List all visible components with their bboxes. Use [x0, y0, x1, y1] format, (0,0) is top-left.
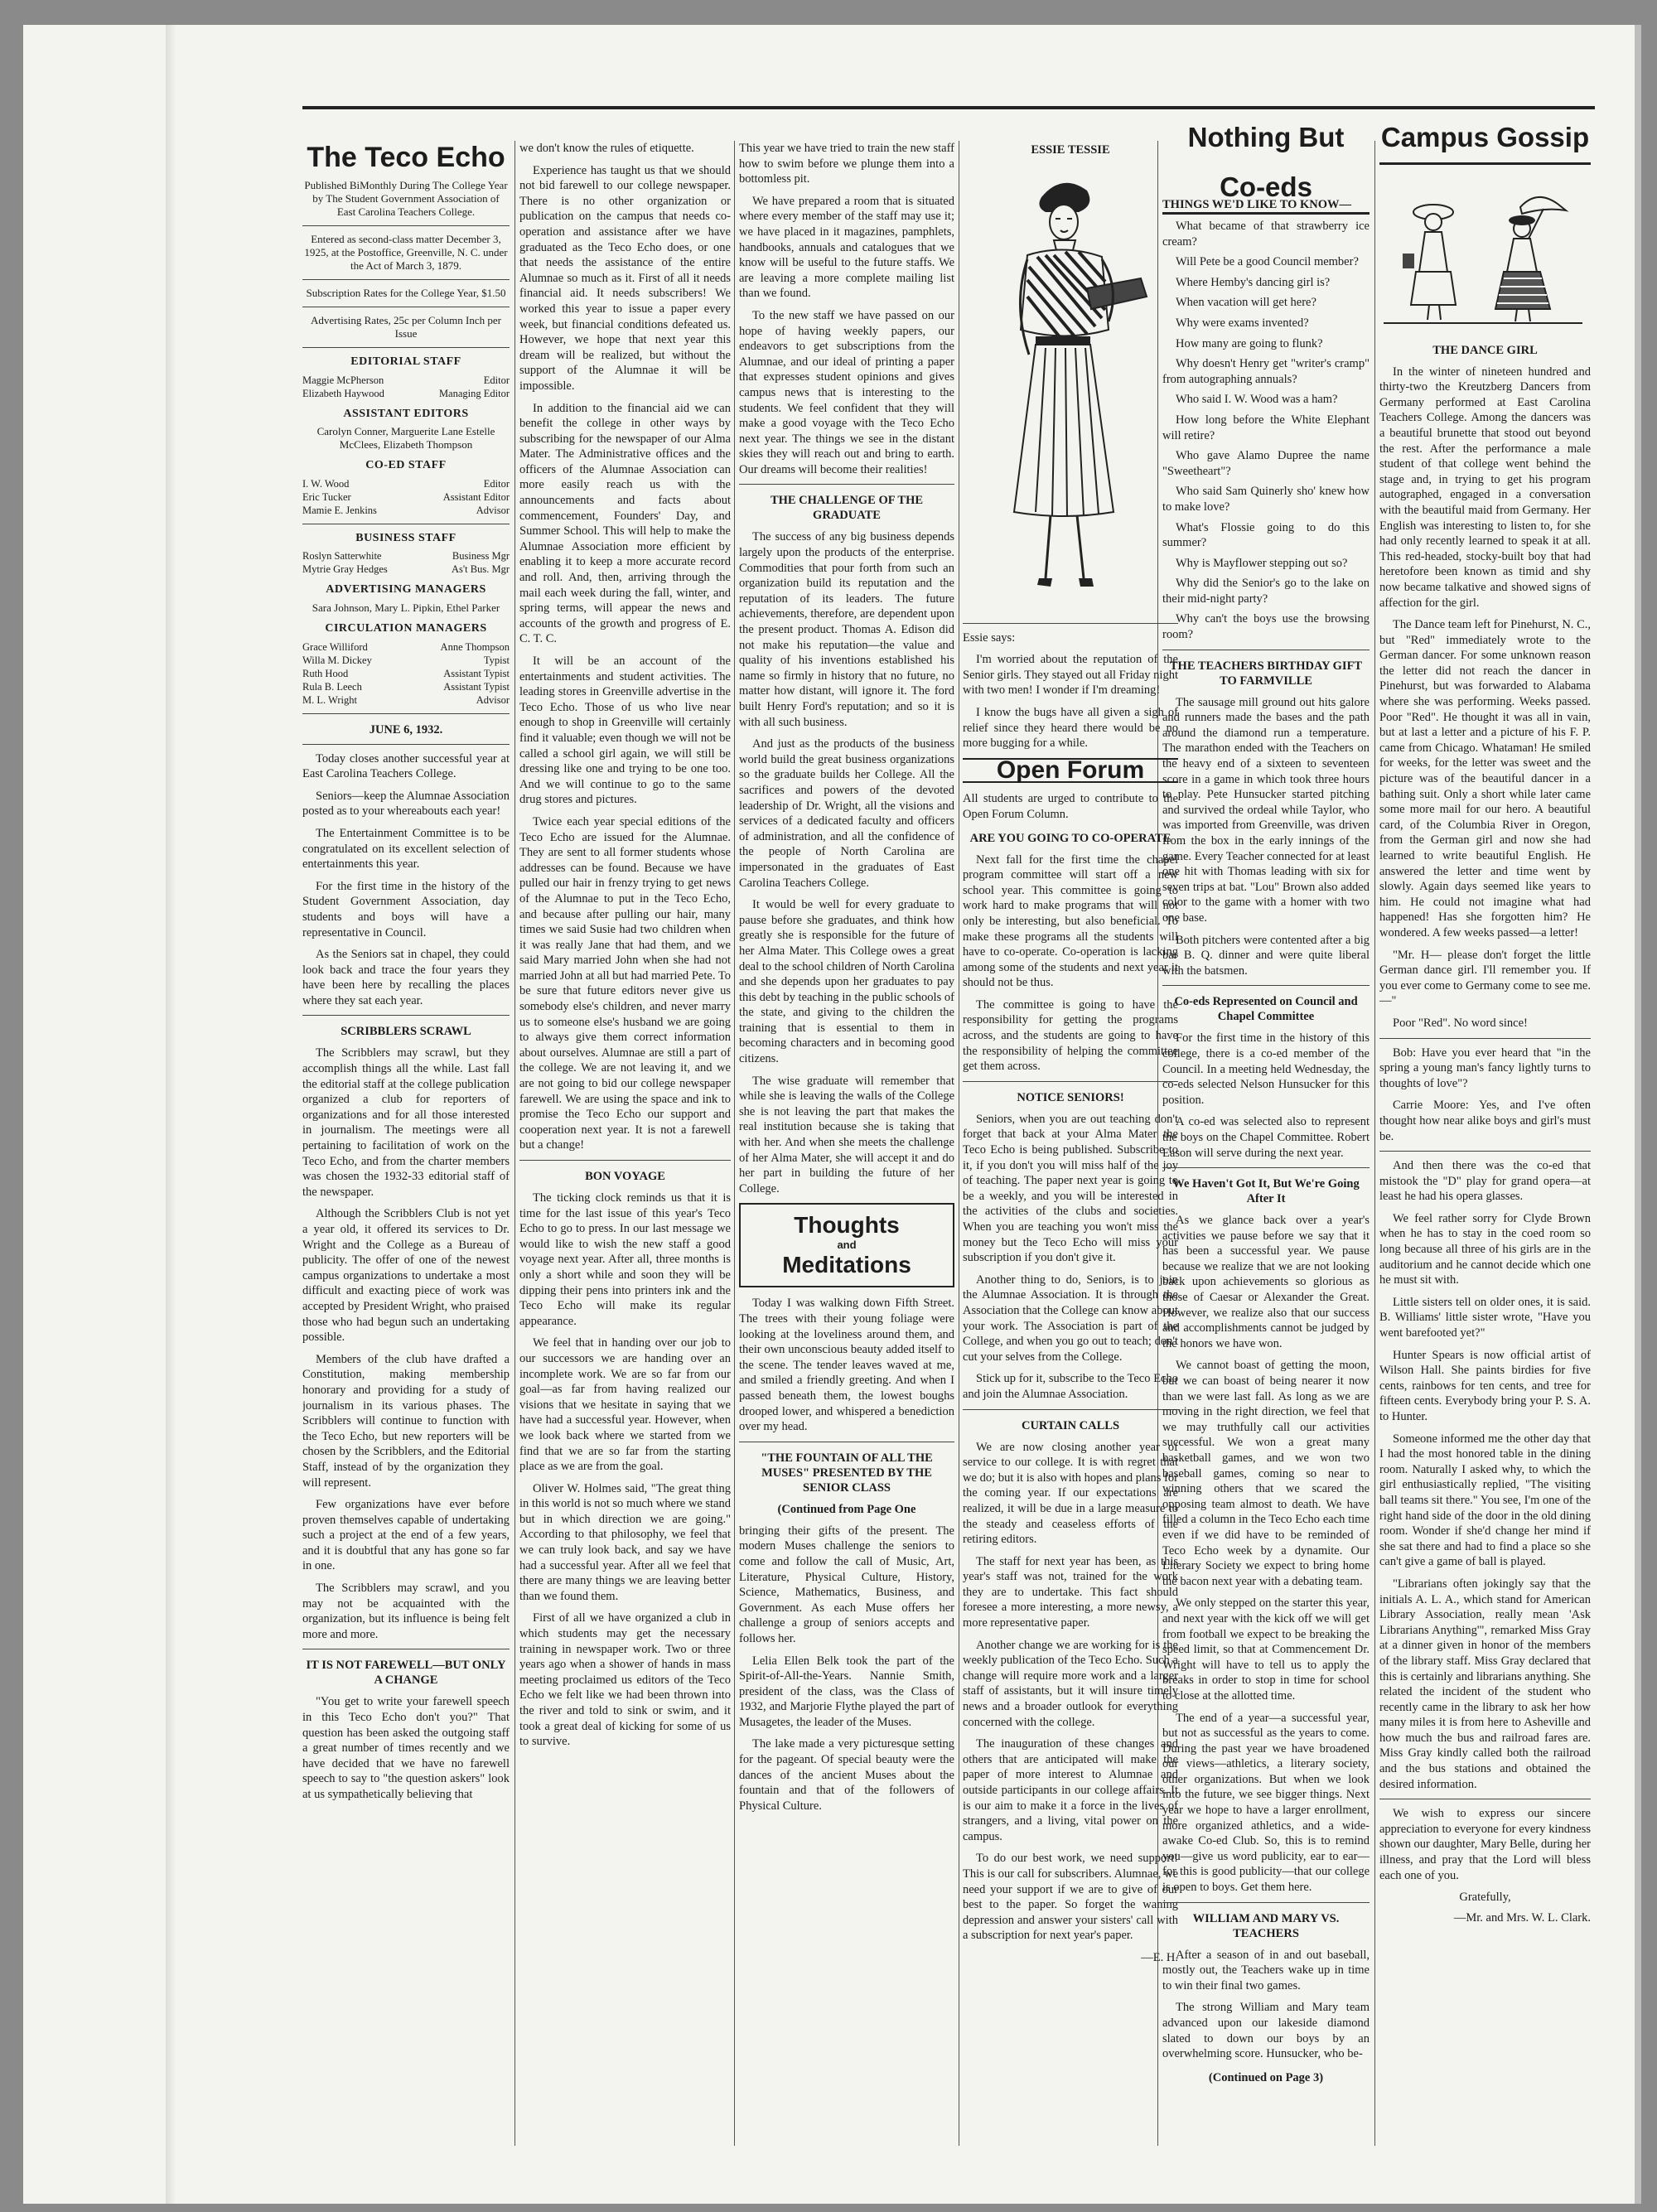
page-fold [166, 25, 176, 2204]
column-rule [1374, 141, 1375, 2146]
column-5 [1162, 189, 1370, 2152]
coed-staff-heading: CO-ED STAFF [365, 459, 447, 472]
meditations-title: Meditations [782, 1252, 911, 1278]
headline-scribblers-scrawl: SCRIBBLERS SCRAWL [341, 1025, 471, 1039]
headline-notice-seniors: NOTICE SENIORS! [1017, 1090, 1124, 1104]
list-item: Why can't the boys use the browsing room? [1162, 612, 1370, 642]
paragraph: The end of a year—a successful year, but not as successful as the years to come. During the past year we have broadened our views—athletics, a literary society, other organizations. But when we look into the future, we see bigger things. Next year we hope to have a larger enrollment, more organized athletics, and a wide-awake Co-ed Club. So, this is to remind you—give us word publicity, ear to ear—for this is good publicity—that our college is open to boys. Get them here. [1162, 1711, 1370, 1895]
paragraph: After a season of in and out baseball, mostly out, the Teachers wake up in time to win their final two games. [1162, 1948, 1370, 1992]
banner-coeds: Nothing But Co-eds [1162, 113, 1370, 215]
paragraph: The wise graduate will remember that while she is leaving the walls of the College she is not leaving the part that makes the real institution because she is taking that with her. And when she meets the challenge of her Alma Mater, she will accept it and do her part in building the future of her College. [739, 1074, 954, 1195]
staff-line: I. W. Wood Editor [302, 477, 510, 490]
gossip-illustration [1379, 189, 1591, 335]
paragraph: And just as the products of the business world build the great business organizations so the graduate builds her College. All the sacrifices and powers of the devoted leadership of Dr. Wright, all the visions and services of a dedicated faculty and officers of administration, and all the confidence of the people of North Carolina are impersonated in the graduates of East Carolina Teachers College. [739, 737, 954, 890]
column-2 [519, 141, 731, 2146]
staff-line: Elizabeth Haywood Managing Editor [302, 387, 510, 399]
list-item: How many are going to flunk? [1176, 336, 1323, 350]
paragraph: As we glance back over a year's activities we pause before we say that it has been a successful year. We pause because we realize that we are not looking back upon achievements so glorious as those of Caesar or Alexander the Great. However, we realize also that our success and accomplishments cannot be judged by the honors we have won. [1162, 1214, 1370, 1350]
paragraph: A co-ed was selected also to represent the boys on the Chapel Committee. Robert Eason will serve during the next year. [1162, 1115, 1370, 1160]
paragraph: As the Seniors sat in chapel, they could look back and trace the four years they have been here by recalling the places where they sat each year. [302, 948, 510, 1007]
headline-not-farewell: IT IS NOT FAREWELL—BUT ONLY A CHANGE [306, 1659, 506, 1688]
column-6 [1379, 189, 1591, 2152]
paragraph: We cannot boast of getting the moon, but we can boast of being nearer it now than we were last fall. As long as we are moving in the right direction, we feel that we may truthfully call our activities successful. We won a great many basketball games, and we won two baseball games, coming so near to winning others that we scared the opposing team almost to death. We have filled a column in the Teco Echo each time even if we did have to be reminded of Teco Echo week by a dynamite. Our Literary Society we expect to bring home the bacon next year with a debating team. [1162, 1359, 1370, 1588]
staff-line: Willa M. Dickey Typist [302, 654, 510, 666]
paragraph: For the first time in the history of this college, there is a co-ed member of the Council. In a meeting held Wednesday, the co-eds selected Nelson Hunsucker for this position. [1162, 1031, 1370, 1107]
column-rule [734, 141, 735, 2146]
headline-william-mary: WILLIAM AND MARY VS. TEACHERS [1192, 1911, 1340, 1940]
list-item: What became of that strawberry ice cream? [1162, 220, 1370, 249]
column-3 [739, 141, 954, 2146]
list-item: Where Hemby's dancing girl is? [1176, 275, 1331, 289]
staff-line: Maggie McPherson Editor [302, 374, 510, 386]
paragraph: The Dance team left for Pinehurst, N. C., but "Red" immediately wrote to the German dancer. For some unknown reason the letter did not reach the dancer in Pinehurst, but was forwarded to Alabama where she was performing. Weeks passed. Poor "Red". He thought it was all in vain, but at last a letter and a picture of his F. P. came from Chicago. Whataman! He smiled for weeks, for the letter was sweet and the picture was of the beautiful dancer in a bathing suit. Only a short while later came some more mail for our hero. A beautiful card, of the Columbia River in Oregon, from the German girl and now she had learned to write beautiful English. He answered the letter and time went by slowly. Again days seemed like years to him. He could not imagine what had happened! Has she forgotten him? He wondered. A few weeks passed—a letter! [1379, 618, 1591, 939]
headline-birthday-gift: THE TEACHERS BIRTHDAY GIFT TO FARMVILLE [1169, 659, 1363, 688]
column-1 [302, 141, 510, 2146]
advertising-managers: Sara Johnson, Mary L. Pipkin, Ethel Parker [312, 601, 500, 614]
forum-intro: All students are urged to contribute to the Open Forum Column. [963, 792, 1178, 821]
paragraph: "You get to write your farewell speech in this Teco Echo don't you?" That question has been asked the outgoing staff a great number of times recently and we have decided that we have no farewell speech to say to "the question askers" look at us sympathetically believing that [302, 1695, 510, 1801]
column-4 [963, 141, 1178, 2146]
staff-line: M. L. Wright Advisor [302, 693, 510, 706]
paragraph: Although the Scribblers Club is not yet a year old, it offered its services to Dr. Wright and the College as a Bureau of publicity. The offer of one of the newest campus organizations to undertake a most difficult and exacting piece of work was accepted by President Wright, who praised those who had begun such an undertaking possible. [302, 1207, 510, 1345]
top-rule [302, 106, 1595, 109]
staff-line: Roslyn Satterwhite Business Mgr [302, 550, 510, 563]
paragraph: In addition to the financial aid we can benefit the college in other ways by subscribing for the newspaper of our Alma Mater. The Administrative offices and the officers of the Alumnae Association can more easily reach us with the announcements and facts about commencement, Founders' Day, and Summer School. This will help to make the Alumnae Association more efficient by enabling it to keep a more accurate record and roll. And, then, arriving through the mail each week during the fall, winter, and spring terms, will appear the news and accounts of the growth and progress of E. C. T. C. [519, 401, 731, 646]
staff-line: Rula B. Leech Assistant Typist [302, 680, 510, 693]
headline-curtain-calls: CURTAIN CALLS [1021, 1418, 1120, 1432]
paragraph: We wish to express our sincere appreciation to everyone for every kindness shown our daughter, Mary Belle, during her illness, and pray that the Lord will bless each one of you. [1379, 1807, 1591, 1882]
signature-eh: —E. H. [1141, 1950, 1178, 1964]
fashion-woman-icon [963, 164, 1162, 611]
paragraph: we don't know the rules of etiquette. [519, 142, 694, 155]
assistant-editors-heading: ASSISTANT EDITORS [343, 407, 469, 420]
headline-going-after-it: We Haven't Got It, But We're Going After It [1172, 1177, 1360, 1206]
headline-things-to-know: THINGS WE'D LIKE TO KNOW— [1162, 198, 1352, 211]
headline-challenge-graduate: THE CHALLENGE OF THE GRADUATE [770, 494, 924, 523]
column-rule [514, 141, 515, 2146]
paragraph: It will be an account of the entertainments and student activities. The leading stores in Greenville advertise in the Teco Echo. Those of us who live near enough to shop in Greenville will certainly find it valuable; even though we will not be called a school girl again, we will still be dressing like one and trying to be one too. And we will continue to go to the same drug stores and pictures. [519, 654, 731, 807]
paragraph: The Scribblers may scrawl, but they accomplish things all the while. Last fall the editorial staff at the college publication organized a club for reporters of organizations and for all those interested in journalism. The meetings were all pertaining to facilitation of work on the Teco Echo, and from the charter members was chosen the 1932-33 editorial staff of the newspaper. [302, 1046, 510, 1199]
paragraph: Little sisters tell on older ones, it is said. B. Williams' little sister wrote, "Have you went barefooted yet?" [1379, 1295, 1591, 1340]
list-item: Why doesn't Henry get "writer's cramp" from autographing annuals? [1162, 357, 1370, 386]
essie-tessie-illustration [963, 164, 1178, 616]
paragraph: Carrie Moore: Yes, and I've often thought how near alike boys and girl's must be. [1379, 1099, 1591, 1143]
open-forum-title: Open Forum [963, 758, 1178, 784]
staff-line: Mytrie Gray Hedges As't Bus. Mgr [302, 563, 510, 576]
paragraph: The Entertainment Committee is to be congratulated on its excellent selection of entertainments this year. [302, 826, 510, 872]
list-item: Why were exams invented? [1176, 316, 1309, 330]
paragraph: I'm worried about the reputation of the Senior girls. They stayed out all Friday night with two men! I wonder if I'm dreaming! [963, 653, 1178, 698]
paragraph: "Librarians often jokingly say that the initials A. L. A., which stand for American Library Association, really mean 'Ask Librarians Anything'", remarked Miss Gray at a dinner given in honor of the members of the library staff. Miss Gray declared that this is certainly and librarians anything. She related the incident of the student who recently came in the library to ask her how many miles it is from here to Asheville and how much the bus and railroad fares are. Miss Gray kindly called both the railroad and the bus stations and obtained the desired information. [1379, 1577, 1591, 1791]
paragraph: The inauguration of these changes and others that are anticipated will make the paper of more interest to Alumnae and outside participants in our college affairs. It is our aim to make it a force in the lives of strangers, and a living, vital power on the campus. [963, 1737, 1178, 1843]
paragraph: Experience has taught us that we should not bid farewell to our college newspaper. There is no other organization or publication on the campus that needs co-operation and assistance after we have graduated as the Teco Echo does, or one that needs the assistance of the entire Alumnae so much as it. First of all it needs financial aid. It needs subscribers! We worked this year to issue a paper every week, but financial conditions defeated us. However, we hope that next year this dream will be realized, but without the support of the Alumnae it will be impossible. [519, 163, 731, 393]
headline-coeds-council: Co-eds Represented on Council and Chapel Committee [1174, 995, 1358, 1024]
paragraph: To do our best work, we need support! This is our call for subscribers. Alumnae, we need your support if we are to give of our best to the paper. So forget the waning depression and answer your sisters' call with a subscription for next year's paper. [963, 1852, 1178, 1943]
paragraph: The staff for next year has been, as this year's staff was not, trained for the work they are to undertake. This fact should foresee a more interesting, a more newsy, a more representative paper. [963, 1554, 1178, 1630]
paragraph: Lelia Ellen Belk took the part of the Spirit-of-All-the-Years. Nannie Smith, president of the class, was the Class of 1932, and Marjorie Flythe played the part of Musagetes, the leader of the Muses. [739, 1654, 954, 1729]
thoughts-title: Thoughts [794, 1212, 900, 1239]
advertising-managers-heading: ADVERTISING MANAGERS [326, 583, 486, 596]
list-item: When vacation will get here? [1176, 296, 1316, 310]
list-item: Why did the Senior's go to the lake on their mid-night party? [1162, 577, 1370, 606]
paragraph: The lake made a very picturesque setting for the pageant. Of special beauty were the dances of the ancient Muses about the fountain and that of the followers of Physical Culture. [739, 1737, 954, 1813]
subscription-rates: Subscription Rates for the College Year, $1.50 [306, 287, 506, 299]
paragraph: Both pitchers were contented after a big bar B. Q. dinner and were quite liberal with the batsmen. [1162, 933, 1370, 978]
paragraph: We feel that in handing over our job to our successors we are handing over an incomplete work. We are so far from our goal—as far from having realized our visions that we hesitate in saying that we have had a successful year. However, when we look back where we started from we find that we are so far from the starting place as we are from the goal. [519, 1336, 731, 1474]
paragraph: Bob: Have you ever heard that "in the spring a young man's fancy lightly turns to thoughts of love"? [1379, 1046, 1591, 1090]
paragraph: Few organizations have ever before proven themselves capable of undertaking such a project at the end of a few years, and it is doubtful that any has gone so far in one. [302, 1498, 510, 1573]
dateline: JUNE 6, 1932. [369, 722, 443, 737]
paragraph: Another thing to do, Seniors, is to join the Alumnae Association. It is through the Association that the College can know about your work. The Association is part of the College, and when you go out to teach; don't cut your selves from the College. [963, 1273, 1178, 1364]
paragraph: Twice each year special editions of the Teco Echo are issued for the Alumnae. They are sent to all former students whose addresses can be found. Because we have pulled our hair in frenzy trying to get news of the Alumnae to put in the Teco Echo, and because after pulling our hair, many times we said Susie had two children when it was really Jane that had them, and we said Mary married John when she had not married John at all but had married Pete. To be sure that future editors never give us somebody else's children, and never marry us to someone else's husband we are going to always give them correct information about ourselves. Alumnae are still a part of the college. We are not leaving it, and we are not going to bid our college newspaper farewell. We are using the space and ink to promise the Teco Echo our support and cooperation next year. It is not a farewell but a change! [519, 814, 731, 1152]
paragraph: "Mr. H— please don't forget the little German dance girl. I'll remember you. If you ever come to Germany come to see me.—" [1379, 948, 1591, 1008]
essie-says: Essie says: [963, 630, 1016, 645]
paragraph: The strong William and Mary team advanced upon our lakeside diamond slated to down our boys by an overwhelming score. Hunsucker, who be- [1162, 2001, 1370, 2061]
paragraph: Poor "Red". No word since! [1393, 1016, 1528, 1030]
paragraph: Seniors, when you are out teaching don't forget that back at your Alma Mater the Teco Echo is being published. Subscribe to it, if you don't you will miss half of the joy of teaching. The paper next year is going to be a weekly, and you will be interested in the activities of the clubs and societies. When you are teaching you won't miss the money but the Teco Echo will miss your subscription if you don't give it. [963, 1112, 1178, 1265]
thoughts-and: and [837, 1239, 857, 1252]
banner-campus-gossip: Campus Gossip [1379, 113, 1591, 165]
paragraph: Stick up for it, subscribe to the Teco Echo and join the Alumnae Association. [963, 1372, 1178, 1401]
paragraph: Today closes another successful year at East Carolina Teachers College. [302, 751, 510, 781]
paragraph: bringing their gifts of the present. The modern Muses challenge the seniors to come and follow the call of Music, Art, Literature, Physical Culture, History, Science, Mathematics, Business, and Government. As each Muse offers her challenge a group of seniors accepts and follows her. [739, 1524, 954, 1645]
headline-bon-voyage: BON VOYAGE [585, 1170, 665, 1183]
staff-line: Mamie E. Jenkins Advisor [302, 504, 510, 516]
paragraph: Another change we are working for is the weekly publication of the Teco Echo. Such a change will require more work and a larger staff of assistants, but it will insure timely news and a broader outlook for everything concerned with the college. [963, 1638, 1178, 1729]
continued-from-page-one: (Continued from Page One [777, 1502, 916, 1516]
list-item: How long before the White Elephant will retire? [1162, 413, 1370, 442]
staff-line: Eric Tucker Assistant Editor [302, 490, 510, 503]
paragraph: We only stepped on the starter this year, and next year with the kick off we will get from football we expect to be breaking the speed limit, so that at Commencement Dr. Wright will have to tell us to apply the breaks in order to stop in time for school to close at the allotted time. [1162, 1596, 1370, 1702]
paragraph: Oliver W. Holmes said, "The great thing in this world is not so much where we stand but in which direction we are going." According to that philosophy, we feel that we can truly look back, and say we have had a successful year. After all we feel that there are many things we are leaving better than we found them. [519, 1481, 731, 1603]
continued-on-page-3: (Continued on Page 3) [1208, 2070, 1324, 2084]
list-item: Why is Mayflower stepping out so? [1176, 556, 1348, 570]
thanks-sig: Gratefully, [1459, 1891, 1511, 1905]
thoughts-meditations-box [739, 1203, 954, 1287]
advertising-rates: Advertising Rates, 25c per Column Inch per Issue [311, 314, 501, 340]
paragraph: In the winter of nineteen hundred and thirty-two the Kreutzberg Dancers from Germany performed at East Carolina Teachers College. Among the dancers was a beautiful brunette that stood out beyond the rest. After the performance a male student of that college went behind the stage and, in trying to get his program autographed, engaged in a conversation with the beautiful maid from Germany. Her English was interesting to listen to, for she had only recently learned to speak it at all. This red-headed, stocky-built boy that had heretofore been known as timid and shy now became talkative and showed signs of affection for the girl. [1379, 365, 1591, 610]
masthead-title: The Teco Echo [307, 142, 505, 173]
masthead-entry-info: Entered as second-class matter December 3, 1925, at the Postoffice, Greenville, N. C. under the Act of March 3, 1879. [304, 233, 508, 272]
paragraph: We feel rather sorry for Clyde Brown when he has to stay in the coed room so long because all three of his girls are in the auditorium and he cannot decide which one he must sit with. [1379, 1211, 1591, 1287]
staff-line: Ruth Hood Assistant Typist [302, 667, 510, 679]
questions-list [1162, 219, 1370, 643]
paragraph: First of all we have organized a club in which students may get the necessary training in newspaper work. Two or three years ago when a shower of hands in mass meeting proclaimed us editors of the Teco Echo we felt like we had been thrown into the river and told to sink or swim, and it took a great deal of kicking for some of us to survive. [519, 1611, 731, 1749]
list-item: Will Pete be a good Council member? [1176, 255, 1359, 269]
staff-line: Grace Williford Anne Thompson [302, 640, 510, 653]
paragraph: This year we have tried to train the new staff how to swim before we plunge them into a bottomless pit. [739, 142, 954, 186]
headline-dance-girl: THE DANCE GIRL [1432, 343, 1538, 357]
paragraph: The committee is going to have the responsibility for getting the programs across, and the students are going to have the responsibility of helping the committee get them across. [963, 997, 1178, 1074]
paragraph: And then there was the co-ed that mistook the "D" play for grand opera—at least he had his opera glasses. [1379, 1159, 1591, 1204]
paragraph: We are now closing another year of service to our college. It is with regret that we do; but it is also with hopes and plans for the coming year. If our expectations are realized, it will be due in a large measure to the steady and ceaseless efforts of the retiring editors. [963, 1440, 1178, 1547]
paragraph: To the new staff we have passed on our hope of having weekly papers, our endeavors to get subscriptions from the Alumnae, and our ideal of printing a paper that expresses student opinions and gives campus news that is interesting to the students. We feel confident that they will make a good voyage with the Teco Echo next year. The things we see in the distant skies they will reach out and bring to earth. Our dreams will become their realities! [739, 308, 954, 476]
paragraph: We have prepared a room that is situated where every member of the staff may use it; we have placed in it magazines, pamphlets, handbooks, annuals and catalogues that we know will be useful to the future staffs. We are leaving a more complete mailing list than we found. [739, 194, 954, 301]
paragraph: For the first time in the history of the Student Government Association, day students and boys will have a representative in Council. [302, 879, 510, 939]
essie-tessie-title: ESSIE TESSIE [1031, 143, 1110, 157]
editorial-staff-heading: EDITORIAL STAFF [350, 355, 461, 368]
gossiping-women-icon [1379, 189, 1587, 330]
list-item: Who said Sam Quinerly sho' knew how to make love? [1162, 485, 1370, 514]
paragraph: Members of the club have drafted a Constitution, making membership honorary and providing for a study of journalism in its various phases. The Scribblers will continue to function with the Teco Echo, but new reporters will be chosen by the Scribblers, and the Editorial Staff, instead of by the organization they will represent. [302, 1352, 510, 1490]
list-item: What's Flossie going to do this summer? [1162, 520, 1370, 550]
paragraph: Today I was walking down Fifth Street. The trees with their young foliage were looking at the loveliness around them, and their own unconscious beauty added itself to the scene. The tender leaves waved at me, and smiled a friendly greeting. And when I passed beneath them, the lowest boughs drooped lower, and whispered a benediction over my head. [739, 1297, 954, 1434]
thanks-name: —Mr. and Mrs. W. L. Clark. [1453, 1910, 1591, 1925]
paragraph: The Scribblers may scrawl, and you may not be acquainted with the organization, but its influence is being felt more and more. [302, 1582, 510, 1641]
masthead-pub-info: Published BiMonthly During The College Year by The Student Government Association of East Carolina Teachers College. [304, 179, 508, 218]
business-staff-heading: BUSINESS STAFF [355, 531, 457, 544]
assistant-editors: Carolyn Conner, Marguerite Lane Estelle McClees, Elizabeth Thompson [316, 425, 495, 452]
headline-cooperate: ARE YOU GOING TO CO-OPERATE [969, 831, 1171, 845]
paragraph: It would be well for every graduate to pause before she graduates, and think how greatly she is responsible for the future of her Alma Mater. This College owes a great deal to the school children of North Carolina and she depends upon her graduates to pay this debt by teaching in the public schools of the state, and giving to the children the training that is essential to them in becoming characters and in becoming good citizens. [739, 898, 954, 1066]
paragraph: The ticking clock reminds us that it is time for the last issue of this year's Teco Echo to go to press. In our last message we would like to wish the new staff a good voyage next year. After all, three months is only a short while and soon they will be dipping their pens into printers ink and the Teco Echo will make its regular appearance. [519, 1191, 731, 1328]
paragraph: Someone informed me the other day that I had the most honored table in the dining room. Naturally I asked why, to which the girl enthusiastically replied, "The visiting ball teams sit there." You see, I'm one of the right hand side of the door in the old dining room. Wonder if she'd change her mind if she sat there and had to find a place so she can't give a game of ball is played. [1379, 1432, 1591, 1569]
headline-fountain-muses: "THE FOUNTAIN OF ALL THE MUSES" PRESENTED BY THE SENIOR CLASS [761, 1451, 933, 1495]
paragraph: The success of any big business depends largely upon the products of the enterprise. Commodities that pour forth from such an organization build its reputation and the reputation of its leaders. The future achievements, therefore, are dependent upon the present product. Thomas A. Edison did not make his reputation—the value and quality of his inventions established his name so firmly in history that no future, no matter how distant, will ignore it. The ford built Henry Ford's reputation; and so it is with all such business. [739, 530, 954, 729]
paragraph: Hunter Spears is now official artist of Wilson Hall. She paints birdies for five cents, rainbows for ten cents, and tree for fifteen cents. Everybody bring your P. S. A. to Hunter. [1379, 1348, 1591, 1423]
paragraph: I know the bugs have all given a sigh of relief since they heard there would be no more bugging for a while. [963, 705, 1178, 751]
list-item: Who gave Alamo Dupree the name "Sweetheart"? [1162, 449, 1370, 478]
list-item: Who said I. W. Wood was a ham? [1176, 393, 1338, 407]
newspaper-page [302, 106, 1595, 2152]
circulation-managers-heading: CIRCULATION MANAGERS [325, 621, 487, 635]
paragraph: Next fall for the first time the chapel program committee will start off a new school year. This committee is going to work hard to make programs that will not only be interesting, but also beneficial. To make these programs all the students will have to co-operate. Co-operation is lacking among some of the students and next year it should not be thus. [963, 852, 1178, 990]
paragraph: The sausage mill ground out hits galore and runners made the bases and the path around the diamond run a temperature. The marathon ended with the Teachers on the heavy end of a sixteen to seventeen score in a game in which took three hours to play. Pete Hunsucker started pitching and survived the ordeal while Taylor, who was imported from Greenville, was driven from the box in the early innings of the game. Every Teacher connected for at least one hit with Thomas leading with six for seven trips at bat. "Lou" Brown also added color to the game with a homer with two one base. [1162, 695, 1370, 925]
paragraph: Seniors—keep the Alumnae Association posted as to your whereabouts each year! [302, 789, 510, 819]
